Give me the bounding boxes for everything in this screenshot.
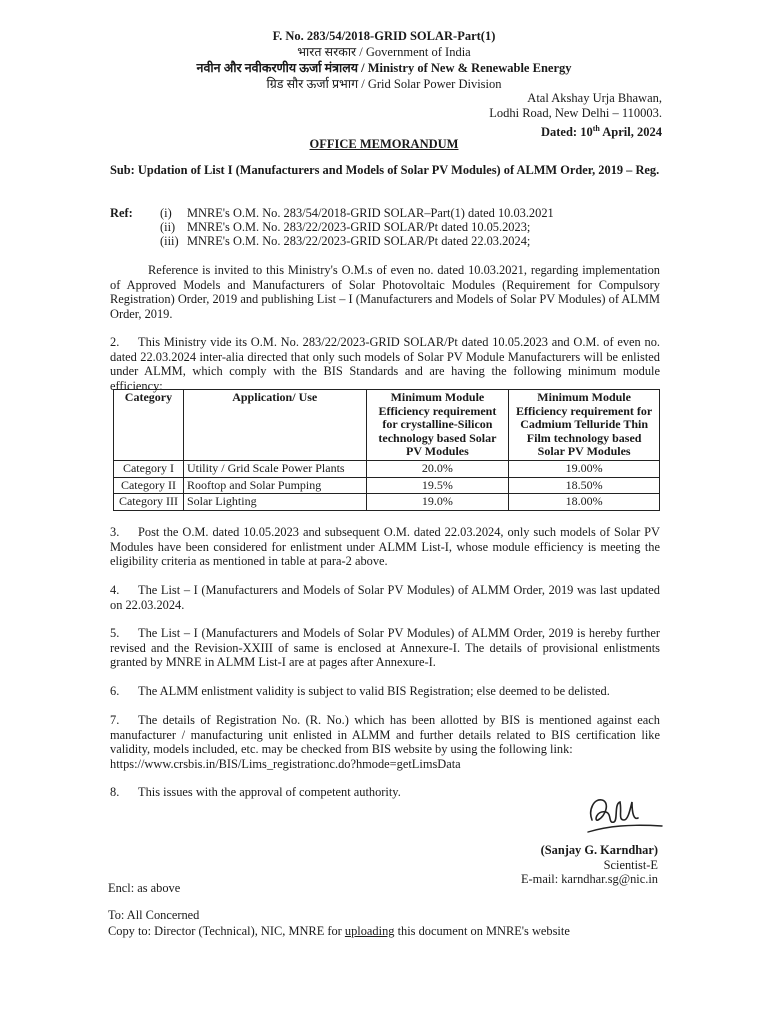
division-line: ग्रिड सौर ऊर्जा प्रभाग / Grid Solar Power Division — [266, 77, 502, 91]
paragraph-7: 7. The details of Registration No. (R. No.) which has been allotted by BIS is mentioned against each manufacturer / manufacturing unit enlisted in ALMM and further details related to BIS certification like validity, models included, etc. may be checked from BIS website by using the following link: https://www.crsbis.in/BIS/Lims_registrationc.do?hmode=getLimsData — [110, 713, 660, 771]
table-row — [114, 477, 660, 494]
signatory-name: (Sanjay G. Karndhar) — [540, 843, 658, 857]
paragraph-8: 8. This issues with the approval of competent authority. — [110, 785, 401, 799]
memo-date: Dated: 10th April, 2024 — [540, 124, 662, 140]
paragraph-5: 5. The List – I (Manufacturers and Models of Solar PV Modules) of ALMM Order, 2019 is hereby further revised and the Revision-XXIII of same is enclosed at Annexure-I. The details of provisional enlistments granted by MNRE in ALMM List-I are at pages after Annexure-I. — [110, 626, 660, 670]
header-application: Application/ Use — [183, 390, 366, 461]
cell-category: Category III — [114, 494, 184, 511]
table-header-row — [114, 390, 660, 461]
table-row — [114, 494, 660, 511]
cell-category: Category II — [114, 477, 184, 494]
cell-csi: 19.5% — [366, 477, 509, 494]
header-csi-efficiency: Minimum Module Efficiency requirement for crystalline-Silicon technology based Solar PV Modules — [366, 390, 509, 461]
signature-scribble — [584, 790, 664, 838]
cell-cdte: 18.00% — [509, 494, 660, 511]
file-number: F. No. 283/54/2018-GRID SOLAR-Part(1) — [272, 29, 496, 43]
header-cdte-efficiency: Minimum Module Efficiency requirement for Cadmium Telluride Thin Film technology based Solar PV Modules — [509, 390, 660, 461]
subject-line: Sub: Updation of List I (Manufacturers and Models of Solar PV Modules) of ALMM Order, 2019 – Reg. — [110, 163, 660, 177]
memo-title: OFFICE MEMORANDUM — [309, 137, 459, 151]
address-line-2: Lodhi Road, New Delhi – 110003. — [489, 106, 662, 120]
paragraph-6: 6. The ALMM enlistment validity is subject to valid BIS Registration; else deemed to be delisted. — [110, 684, 610, 698]
enclosure-note: Encl: as above — [108, 881, 181, 895]
ref-item-1: (i) MNRE's O.M. No. 283/54/2018-GRID SOLAR–Part(1) dated 10.03.2021 — [160, 206, 554, 220]
cell-application: Solar Lighting — [183, 494, 366, 511]
header-category: Category — [114, 390, 184, 461]
ref-item-2: (ii) MNRE's O.M. No. 283/22/2023-GRID SOLAR/Pt dated 10.05.2023; — [160, 220, 531, 234]
bis-link[interactable]: https://www.crsbis.in/BIS/Lims_registrationc.do?hmode=getLimsData — [110, 756, 461, 771]
cell-cdte: 18.50% — [509, 477, 660, 494]
paragraph-2: 2. This Ministry vide its O.M. No. 283/22/2023-GRID SOLAR/Pt dated 10.05.2023 and O.M. of even no. dated 22.03.2024 inter-alia directed that only such models of Solar PV Module Manufacturers will be enlisted under ALMM, which comply with the BIS Standards and are having the following minimum module efficiency: — [110, 335, 660, 393]
cell-cdte: 19.00% — [509, 460, 660, 477]
efficiency-table — [113, 389, 660, 511]
cell-application: Rooftop and Solar Pumping — [183, 477, 366, 494]
paragraph-3: 3. Post the O.M. dated 10.05.2023 and subsequent O.M. dated 22.03.2024, only such models of Solar PV Modules have been considered for enlistment under ALMM List-I, whose module efficiency is meeting the eligibility criteria as mentioned in table at para-2 above. — [110, 525, 660, 569]
cell-csi: 19.0% — [366, 494, 509, 511]
paragraph-4: 4. The List – I (Manufacturers and Models of Solar PV Modules) of ALMM Order, 2019 was last updated on 22.03.2024. — [110, 583, 660, 612]
address-line-1: Atal Akshay Urja Bhawan, — [527, 91, 662, 105]
cell-csi: 20.0% — [366, 460, 509, 477]
ref-label: Ref: — [110, 206, 133, 220]
cell-category: Category I — [114, 460, 184, 477]
table-row — [114, 460, 660, 477]
signatory-designation: Scientist-E — [603, 858, 658, 872]
ref-item-3: (iii) MNRE's O.M. No. 283/22/2023-GRID SOLAR/Pt dated 22.03.2024; — [160, 234, 531, 248]
government-line: भारत सरकार / Government of India — [297, 45, 471, 59]
paragraph-1: Reference is invited to this Ministry's O.M.s of even no. dated 10.03.2021, regarding implementation of Approved Models and Manufacturers of Solar Photovoltaic Modules (Requirement for Compulsory Registration) Order, 2019 and publishing List – I (Manufacturers and Models of Solar PV Modules) of ALMM Order, 2019. — [110, 263, 660, 321]
to-line: To: All Concerned — [108, 908, 200, 922]
cell-application: Utility / Grid Scale Power Plants — [183, 460, 366, 477]
ministry-line: नवीन और नवीकरणीय ऊर्जा मंत्रालय / Ministry of New & Renewable Energy — [196, 61, 572, 75]
signatory-email: E-mail: karndhar.sg@nic.in — [520, 872, 658, 886]
copy-to-line: Copy to: Director (Technical), NIC, MNRE for uploading this document on MNRE's website — [108, 924, 570, 938]
